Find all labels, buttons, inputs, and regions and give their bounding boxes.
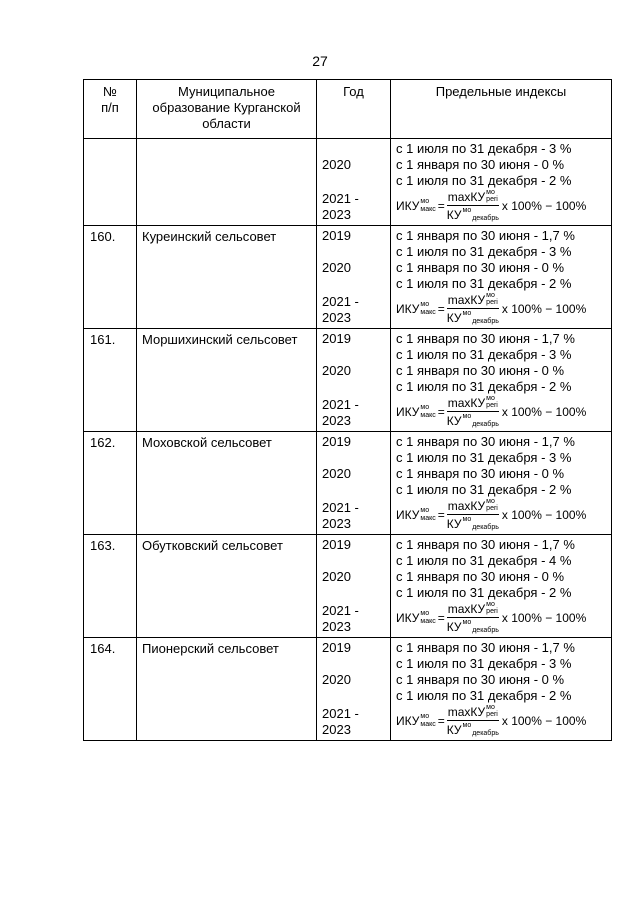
year-label: 2019 <box>322 331 351 346</box>
index-line: с 1 июля по 31 декабря - 2 % <box>396 585 572 600</box>
index-formula <box>396 704 611 738</box>
indices-cell <box>391 638 612 741</box>
index-line: с 1 января по 30 июня - 1,7 % <box>396 228 575 243</box>
formula-den-text: КУ <box>446 620 462 634</box>
formula-equals: = <box>437 508 445 522</box>
formula-numerator <box>447 704 499 721</box>
index-line: с 1 января по 30 июня - 1,7 % <box>396 640 575 655</box>
formula-lhs-sub: макс <box>420 721 436 728</box>
formula-den-sup: мо <box>462 207 472 214</box>
formula-num-sup: мо <box>486 704 495 711</box>
formula-num-indices <box>486 395 498 409</box>
formula-lhs-indices <box>420 507 435 523</box>
index-line: с 1 января по 30 июня - 0 % <box>396 363 565 378</box>
header-num: № п/п <box>84 80 137 139</box>
formula-fraction <box>447 498 499 532</box>
formula-num-indices <box>486 704 498 718</box>
municipality-name: Обутковский сельсовет <box>137 535 317 638</box>
year-label: 2021 - 2023 <box>322 500 359 531</box>
formula-numerator <box>447 292 499 309</box>
formula-den-text: КУ <box>446 208 462 222</box>
index-line: с 1 января по 30 июня - 0 % <box>396 569 565 584</box>
municipality-name: Пионерский сельсовет <box>137 638 317 741</box>
formula-denominator <box>447 515 499 532</box>
year-cell <box>317 139 391 226</box>
formula-lhs-sup: мо <box>420 507 430 514</box>
indices-cell <box>391 226 612 329</box>
header-municipality: Муниципальное образование Курганской области <box>137 80 317 139</box>
formula-num-indices <box>486 189 498 203</box>
formula-denominator <box>447 721 499 738</box>
formula-lhs-sub: макс <box>420 206 436 213</box>
formula-num-sup: мо <box>486 292 495 299</box>
formula-lhs <box>396 713 436 729</box>
index-formula <box>396 601 611 635</box>
indices-cell <box>391 139 612 226</box>
row-number: 161. <box>84 329 137 432</box>
year-label: 2021 - 2023 <box>322 706 359 737</box>
table-row <box>84 329 612 432</box>
index-formula <box>396 498 611 532</box>
year-cell <box>317 535 391 638</box>
formula-den-sub: декабрь <box>472 627 499 634</box>
formula-lhs-sub: макс <box>420 515 436 522</box>
year-label: 2020 <box>322 569 351 584</box>
formula-lhs-sub: макс <box>420 309 436 316</box>
row-number: 162. <box>84 432 137 535</box>
year-label: 2019 <box>322 537 351 552</box>
formula-numerator <box>447 601 499 618</box>
year-label: 2019 <box>322 228 351 243</box>
formula-den-sup: мо <box>462 413 472 420</box>
formula-num-text: maxКУ <box>447 705 486 719</box>
formula-rhs: x 100% − 100% <box>501 611 587 625</box>
formula-num-sup: мо <box>486 189 495 196</box>
formula-fraction <box>447 704 499 738</box>
formula-lhs <box>396 404 436 420</box>
formula-lhs-sup: мо <box>420 198 430 205</box>
municipality-name <box>137 139 317 226</box>
formula-den-sub: декабрь <box>472 421 499 428</box>
formula-den-sub: декабрь <box>472 730 499 737</box>
formula-den-text: КУ <box>446 311 462 325</box>
formula-den-sub: декабрь <box>472 318 499 325</box>
indices-cell <box>391 535 612 638</box>
formula-num-text: maxКУ <box>447 396 486 410</box>
formula-num-sup: мо <box>486 601 495 608</box>
table-row <box>84 535 612 638</box>
table-row <box>84 226 612 329</box>
page-number: 27 <box>312 53 328 69</box>
index-line: с 1 июля по 31 декабря - 3 % <box>396 244 572 259</box>
municipality-name: Куреинский сельсовет <box>137 226 317 329</box>
formula-num-sub: peri <box>486 711 498 718</box>
formula-denominator <box>447 309 499 326</box>
formula-num-indices <box>486 292 498 306</box>
indices-table <box>83 79 612 741</box>
formula-den-sub: декабрь <box>472 215 499 222</box>
formula-lhs-indices <box>420 301 435 317</box>
formula-den-sup: мо <box>462 722 472 729</box>
formula-rhs: x 100% − 100% <box>501 714 587 728</box>
formula-num-sup: мо <box>486 498 495 505</box>
year-label: 2021 - 2023 <box>322 397 359 428</box>
formula-equals: = <box>437 302 445 316</box>
formula-numerator <box>447 498 499 515</box>
formula-lhs-text: ИКУ <box>396 302 420 316</box>
formula-lhs <box>396 507 436 523</box>
municipality-name: Моховской сельсовет <box>137 432 317 535</box>
formula-lhs-indices <box>420 404 435 420</box>
indices-cell <box>391 432 612 535</box>
formula-num-indices <box>486 498 498 512</box>
index-line: с 1 июля по 31 декабря - 3 % <box>396 347 572 362</box>
formula-denominator <box>447 618 499 635</box>
formula-lhs-indices <box>420 610 435 626</box>
formula-lhs <box>396 198 436 214</box>
year-cell <box>317 638 391 741</box>
formula-num-sub: peri <box>486 196 498 203</box>
formula-rhs: x 100% − 100% <box>501 199 587 213</box>
formula-lhs-indices <box>420 198 435 214</box>
formula-den-text: КУ <box>446 723 462 737</box>
formula-numerator <box>447 189 499 206</box>
formula-lhs-sup: мо <box>420 713 430 720</box>
formula-lhs-sub: макс <box>420 618 436 625</box>
formula-den-sub: декабрь <box>472 524 499 531</box>
year-label: 2020 <box>322 466 351 481</box>
formula-fraction <box>447 601 499 635</box>
index-line: с 1 июля по 31 декабря - 3 % <box>396 656 572 671</box>
index-formula <box>396 189 611 223</box>
formula-lhs-text: ИКУ <box>396 611 420 625</box>
table-row <box>84 139 612 226</box>
index-line: с 1 июля по 31 декабря - 4 % <box>396 553 572 568</box>
year-label: 2020 <box>322 363 351 378</box>
formula-lhs <box>396 610 436 626</box>
index-formula <box>396 395 611 429</box>
index-line: с 1 января по 30 июня - 1,7 % <box>396 434 575 449</box>
formula-num-indices <box>486 601 498 615</box>
municipality-name: Моршихинский сельсовет <box>137 329 317 432</box>
year-cell <box>317 329 391 432</box>
formula-den-text: КУ <box>446 414 462 428</box>
index-line: с 1 января по 30 июня - 1,7 % <box>396 537 575 552</box>
index-line: с 1 июля по 31 декабря - 2 % <box>396 482 572 497</box>
index-line: с 1 июля по 31 декабря - 2 % <box>396 379 572 394</box>
year-label: 2019 <box>322 434 351 449</box>
year-cell <box>317 432 391 535</box>
formula-lhs <box>396 301 436 317</box>
year-label: 2021 - 2023 <box>322 294 359 325</box>
formula-num-text: maxКУ <box>447 190 486 204</box>
formula-numerator <box>447 395 499 412</box>
index-line: с 1 января по 30 июня - 0 % <box>396 157 565 172</box>
table-row <box>84 638 612 741</box>
index-line: с 1 января по 30 июня - 1,7 % <box>396 331 575 346</box>
index-line: с 1 июля по 31 декабря - 2 % <box>396 173 572 188</box>
formula-lhs-sup: мо <box>420 301 430 308</box>
formula-fraction <box>447 395 499 429</box>
formula-denominator <box>447 206 499 223</box>
header-indices: Предельные индексы <box>391 80 612 139</box>
year-label: 2019 <box>322 640 351 655</box>
formula-num-sub: peri <box>486 402 498 409</box>
header-year: Год <box>317 80 391 139</box>
formula-num-text: maxКУ <box>447 499 486 513</box>
formula-num-text: maxКУ <box>447 602 486 616</box>
formula-den-sup: мо <box>462 310 472 317</box>
year-label: 2020 <box>322 157 351 172</box>
formula-den-sup: мо <box>462 619 472 626</box>
formula-denominator <box>447 412 499 429</box>
formula-num-text: maxКУ <box>447 293 486 307</box>
formula-fraction <box>447 189 499 223</box>
formula-rhs: x 100% − 100% <box>501 405 587 419</box>
year-label: 2021 - 2023 <box>322 191 359 222</box>
formula-rhs: x 100% − 100% <box>501 508 587 522</box>
formula-equals: = <box>437 714 445 728</box>
year-label: 2021 - 2023 <box>322 603 359 634</box>
indices-cell <box>391 329 612 432</box>
formula-lhs-text: ИКУ <box>396 199 420 213</box>
formula-lhs-text: ИКУ <box>396 405 420 419</box>
formula-lhs-sup: мо <box>420 610 430 617</box>
row-number: 163. <box>84 535 137 638</box>
formula-lhs-text: ИКУ <box>396 508 420 522</box>
index-line: с 1 января по 30 июня - 0 % <box>396 466 565 481</box>
formula-num-sup: мо <box>486 395 495 402</box>
formula-fraction <box>447 292 499 326</box>
formula-num-sub: peri <box>486 505 498 512</box>
table-body <box>84 139 612 741</box>
formula-equals: = <box>437 199 445 213</box>
formula-num-sub: peri <box>486 608 498 615</box>
formula-equals: = <box>437 611 445 625</box>
index-line: с 1 июля по 31 декабря - 3 % <box>396 141 572 156</box>
formula-lhs-sub: макс <box>420 412 436 419</box>
index-line: с 1 января по 30 июня - 0 % <box>396 260 565 275</box>
index-formula <box>396 292 611 326</box>
formula-den-sup: мо <box>462 516 472 523</box>
formula-den-text: КУ <box>446 517 462 531</box>
row-number <box>84 139 137 226</box>
index-line: с 1 июля по 31 декабря - 3 % <box>396 450 572 465</box>
index-line: с 1 января по 30 июня - 0 % <box>396 672 565 687</box>
formula-equals: = <box>437 405 445 419</box>
formula-rhs: x 100% − 100% <box>501 302 587 316</box>
table-header <box>84 80 612 139</box>
index-line: с 1 июля по 31 декабря - 2 % <box>396 688 572 703</box>
formula-lhs-text: ИКУ <box>396 714 420 728</box>
year-label: 2020 <box>322 672 351 687</box>
index-line: с 1 июля по 31 декабря - 2 % <box>396 276 572 291</box>
formula-lhs-indices <box>420 713 435 729</box>
year-cell <box>317 226 391 329</box>
year-label: 2020 <box>322 260 351 275</box>
formula-num-sub: peri <box>486 299 498 306</box>
row-number: 164. <box>84 638 137 741</box>
row-number: 160. <box>84 226 137 329</box>
formula-lhs-sup: мо <box>420 404 430 411</box>
table-row <box>84 432 612 535</box>
